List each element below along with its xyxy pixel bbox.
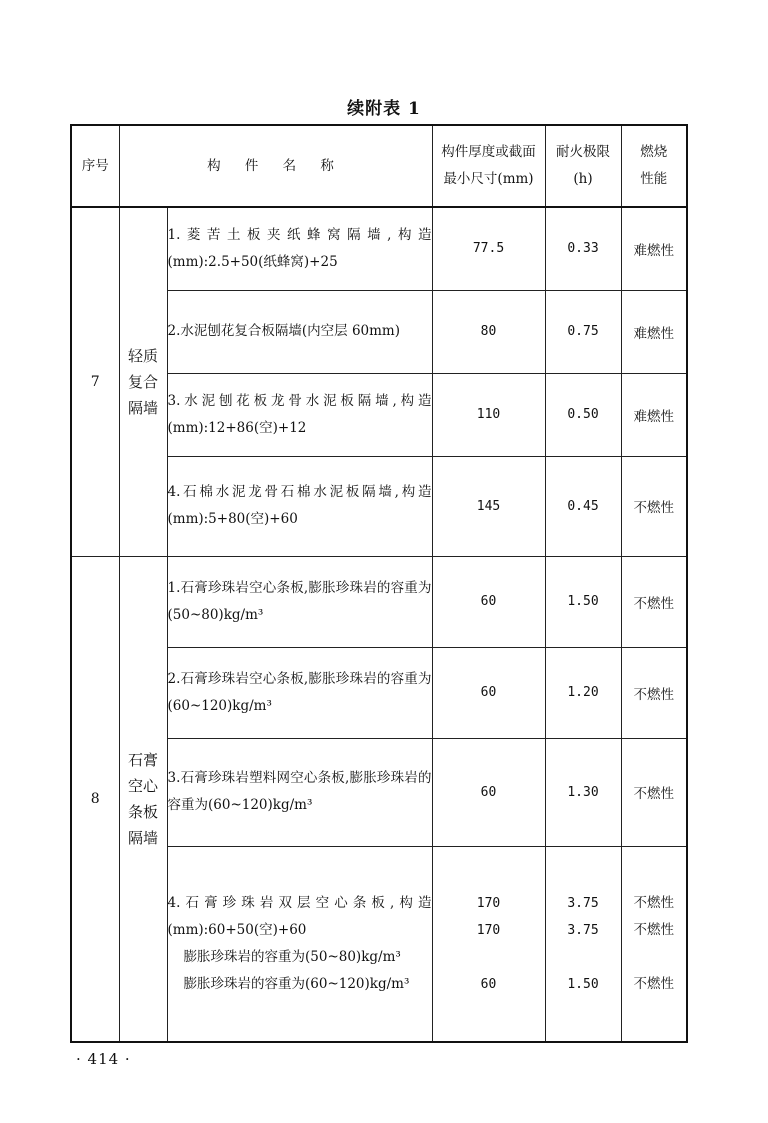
thickness-value: 60 (432, 556, 545, 647)
burn-performance: 不燃性 (621, 556, 687, 647)
fire-limit-value: 0.45 (545, 456, 621, 556)
page-number: · 414 · (76, 1050, 131, 1068)
component-name: 3.水泥刨花板龙骨水泥板隔墙,构造(mm):12+86(空)+12 (167, 373, 432, 456)
thickness-value: 110 (432, 373, 545, 456)
header-burn (621, 125, 687, 207)
category-line: 条板 (127, 802, 158, 821)
burn-performance: 不燃性 (621, 738, 687, 846)
component-name-sub-a: 膨胀珍珠岩的容重为(50~80)kg/m³ (183, 948, 401, 965)
fire-limit-value: 3.75 (567, 922, 599, 938)
burn-performance-values (621, 846, 687, 1042)
thickness-value: 77.5 (432, 207, 545, 290)
component-name: 2.石膏珍珠岩空心条板,膨胀珍珠岩的容重为(60~120)kg/m³ (167, 647, 432, 738)
category-line: 隔墙 (127, 828, 158, 847)
header-fire (545, 125, 621, 207)
thickness-value: 60 (432, 738, 545, 846)
group-seq: 7 (71, 207, 119, 556)
fire-limit-value: 3.75 (567, 895, 599, 911)
burn-performance: 难燃性 (621, 290, 687, 373)
burn-performance: 不燃性 (633, 894, 674, 911)
category-line: 复合 (127, 372, 158, 391)
page-title: 续附表 1 (347, 99, 421, 119)
fire-limit-value: 0.75 (545, 290, 621, 373)
component-name-intro: 4.石膏珍珠岩双层空心条板,构造(mm):60+50(空)+60 (167, 894, 432, 938)
header-fire-line2: (h) (573, 171, 593, 187)
thickness-value: 80 (432, 290, 545, 373)
fire-limit-value: 0.50 (545, 373, 621, 456)
component-name: 1.石膏珍珠岩空心条板,膨胀珍珠岩的容重为(50~80)kg/m³ (167, 556, 432, 647)
header-fire-line1: 耐火极限 (556, 144, 610, 160)
fire-limit-value: 1.20 (545, 647, 621, 738)
fire-limit-values (545, 846, 621, 1042)
thickness-value: 170 (476, 895, 501, 911)
thickness-value: 170 (476, 922, 501, 938)
header-thickness-line2: 最小尺寸(mm) (443, 171, 534, 187)
burn-performance: 难燃性 (621, 207, 687, 290)
category-line: 空心 (127, 776, 158, 795)
group-seq: 8 (71, 556, 119, 1042)
burn-performance: 不燃性 (633, 921, 674, 938)
burn-performance: 不燃性 (621, 647, 687, 738)
fire-limit-value: 1.50 (567, 976, 599, 992)
component-name-sub-b: 膨胀珍珠岩的容重为(60~120)kg/m³ (183, 975, 410, 992)
fire-limit-value: 1.30 (545, 738, 621, 846)
fire-limit-value: 0.33 (545, 207, 621, 290)
header-seq: 序号 (71, 125, 119, 207)
component-name-multiline (167, 846, 432, 1042)
thickness-value: 60 (432, 647, 545, 738)
category-line: 轻质 (127, 346, 158, 365)
header-burn-line2: 性能 (640, 171, 668, 187)
header-thickness (432, 125, 545, 207)
header-thickness-line1: 构件厚度或截面 (441, 144, 536, 160)
burn-performance: 难燃性 (621, 373, 687, 456)
group-category (119, 556, 167, 1042)
component-name: 2.水泥刨花复合板隔墙(内空层 60mm) (167, 290, 432, 373)
group-category (119, 207, 167, 556)
fire-resistance-table (70, 124, 688, 1043)
category-line: 隔墙 (127, 398, 158, 417)
table-header-row (71, 125, 687, 207)
component-name: 3.石膏珍珠岩塑料网空心条板,膨胀珍珠岩的容重为(60~120)kg/m³ (167, 738, 432, 846)
component-name: 4.石棉水泥龙骨石棉水泥板隔墙,构造(mm):5+80(空)+60 (167, 456, 432, 556)
component-name: 1.菱苦土板夹纸蜂窝隔墙,构造(mm):2.5+50(纸蜂窝)+25 (167, 207, 432, 290)
table-row (71, 207, 687, 290)
burn-performance: 不燃性 (633, 975, 674, 992)
thickness-value: 60 (480, 976, 497, 992)
header-name: 构 件 名 称 (119, 125, 432, 207)
header-burn-line1: 燃烧 (640, 144, 668, 160)
table-row (71, 556, 687, 647)
category-line: 石膏 (127, 750, 158, 769)
thickness-value: 145 (432, 456, 545, 556)
thickness-values (432, 846, 545, 1042)
fire-limit-value: 1.50 (545, 556, 621, 647)
burn-performance: 不燃性 (621, 456, 687, 556)
